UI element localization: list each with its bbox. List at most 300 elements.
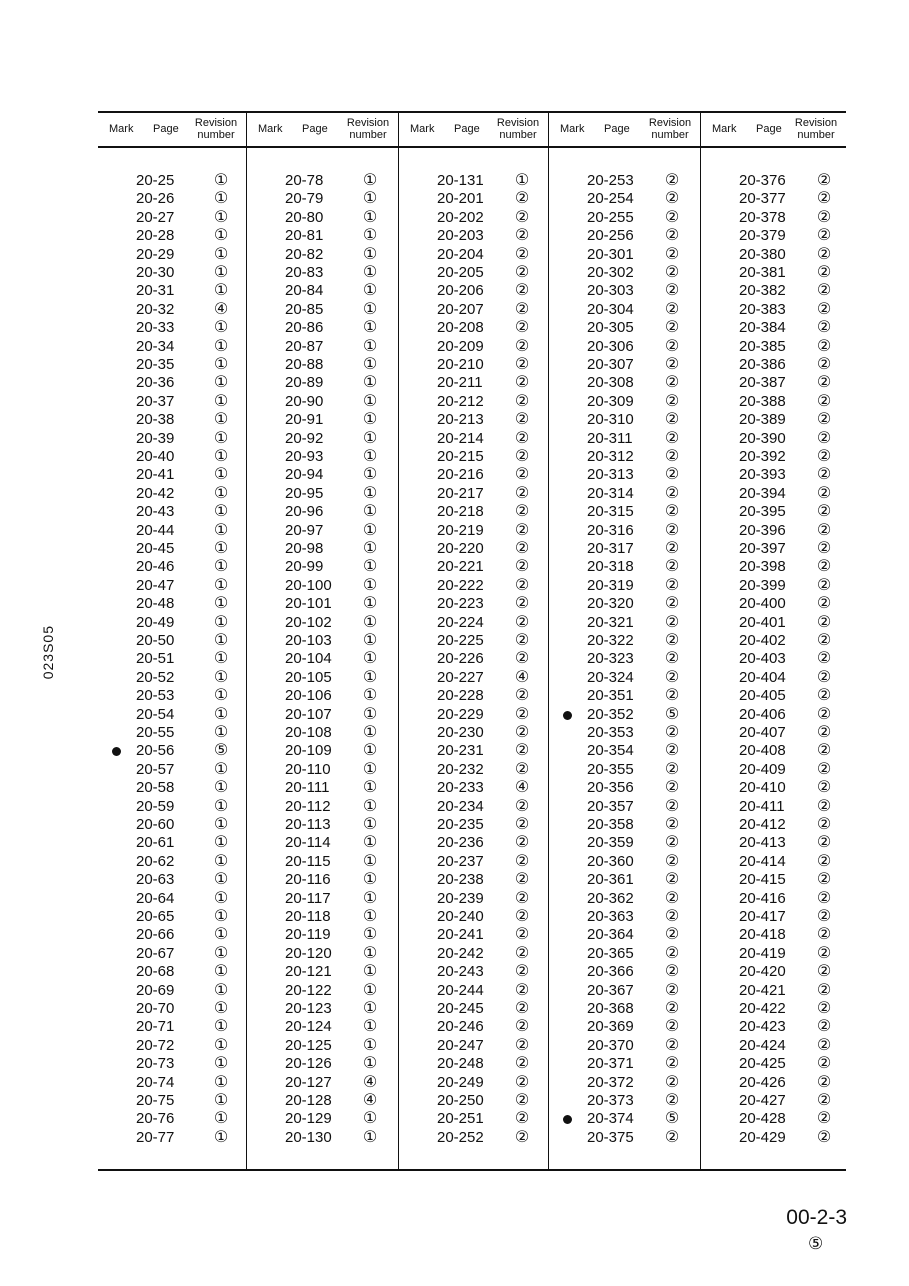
- table-row: [98, 522, 246, 540]
- page-cell: 20-73: [136, 1055, 175, 1073]
- header-mark: Mark: [560, 123, 585, 135]
- revision-cell: ①: [213, 208, 229, 226]
- page-cell: 20-95: [285, 484, 324, 502]
- revision-cell: ②: [816, 944, 832, 962]
- table-row: [247, 963, 398, 981]
- table-row: [98, 338, 246, 356]
- page-cell: 20-31: [136, 282, 175, 300]
- table-row: [399, 871, 548, 889]
- page-cell: 20-228: [437, 687, 484, 705]
- revision-cell: ②: [816, 337, 832, 355]
- table-row: [247, 1074, 398, 1092]
- page-cell: 20-323: [587, 650, 634, 668]
- revision-cell: ①: [362, 1036, 378, 1054]
- page-cell: 20-204: [437, 245, 484, 263]
- page-cell: 20-311: [587, 429, 633, 447]
- revision-cell: ①: [362, 429, 378, 447]
- revision-cell: ①: [362, 558, 378, 576]
- revision-cell: ②: [514, 1036, 530, 1054]
- revision-cell: ②: [664, 816, 680, 833]
- revision-cell: ②: [514, 576, 530, 594]
- table-row: [549, 1110, 700, 1128]
- page-cell: 20-36: [136, 374, 175, 392]
- page-cell: 20-99: [285, 558, 324, 576]
- revision-cell: ②: [514, 448, 530, 465]
- table-row: [247, 301, 398, 319]
- table-row: [98, 1092, 246, 1110]
- page-cell: 20-406: [739, 705, 786, 723]
- revision-cell: ②: [664, 392, 680, 410]
- page-cell: 20-324: [587, 668, 634, 686]
- table-row: [247, 816, 398, 834]
- table-row: [549, 669, 700, 687]
- revision-cell: ①: [362, 356, 378, 373]
- revision-cell: ②: [514, 742, 530, 760]
- page-cell: 20-107: [285, 705, 332, 723]
- table-row: [399, 227, 548, 245]
- revision-cell: ②: [664, 632, 680, 649]
- page-cell: 20-305: [587, 319, 634, 337]
- revision-cell: ②: [514, 319, 530, 337]
- page-cell: 20-418: [739, 926, 786, 944]
- revision-cell: ①: [362, 448, 378, 465]
- header-revision: [790, 117, 842, 141]
- table-row: [98, 190, 246, 208]
- page-cell: 20-421: [739, 981, 786, 999]
- revision-cell: ①: [362, 540, 378, 557]
- revision-cell: ①: [362, 466, 378, 484]
- table-row: [399, 466, 548, 484]
- page-cell: 20-205: [437, 264, 484, 281]
- table-row: [701, 614, 846, 632]
- table-row: [701, 503, 846, 521]
- page-cell: 20-405: [739, 687, 786, 705]
- table-row: [98, 779, 246, 797]
- page-cell: 20-59: [136, 797, 175, 815]
- page-cell: 20-87: [285, 337, 324, 355]
- page-cell: 20-37: [136, 392, 175, 410]
- table-row: [701, 209, 846, 227]
- page-cell: 20-120: [285, 944, 332, 962]
- page-cell: 20-359: [587, 834, 634, 852]
- revision-cell: ②: [664, 724, 680, 741]
- table-row: [701, 687, 846, 705]
- table-row: [98, 374, 246, 392]
- revision-cell: ②: [514, 926, 530, 944]
- table-row: [399, 779, 548, 797]
- table-row: [549, 632, 700, 650]
- table-row: [701, 558, 846, 576]
- revision-cell: ②: [816, 1110, 832, 1128]
- table-row: [701, 632, 846, 650]
- revision-cell: ②: [816, 613, 832, 631]
- page-cell: 20-45: [136, 540, 175, 557]
- table-row: [701, 1110, 846, 1128]
- revision-cell: ①: [362, 926, 378, 944]
- revision-cell: ②: [664, 319, 680, 337]
- revision-cell: ①: [362, 816, 378, 833]
- page-cell: 20-60: [136, 816, 175, 833]
- table-row: [701, 1037, 846, 1055]
- table-row: [549, 301, 700, 319]
- revision-cell: ②: [514, 760, 530, 778]
- revision-cell: ①: [213, 724, 229, 741]
- table-row: [549, 687, 700, 705]
- table-row: [247, 706, 398, 724]
- table-row: [549, 1129, 700, 1147]
- table-row: [399, 1055, 548, 1073]
- revision-cell: ②: [664, 1018, 680, 1036]
- page-cell: 20-252: [437, 1128, 484, 1146]
- page-cell: 20-398: [739, 558, 786, 576]
- table-row: [399, 301, 548, 319]
- table-row: [399, 172, 548, 190]
- page-cell: 20-307: [587, 356, 634, 373]
- header-revision-line2: number: [349, 129, 387, 141]
- page-cell: 20-419: [739, 944, 786, 962]
- table-row: [549, 945, 700, 963]
- table-row: [247, 522, 398, 540]
- table-row: [701, 669, 846, 687]
- header-revision-line1: Revision: [496, 117, 540, 129]
- page-cell: 20-245: [437, 1000, 484, 1017]
- table-row: [701, 522, 846, 540]
- revision-cell: ②: [514, 981, 530, 999]
- page-cell: 20-79: [285, 190, 324, 208]
- table-row: [701, 595, 846, 613]
- revision-cell: ①: [362, 852, 378, 870]
- page-cell: 20-83: [285, 264, 324, 281]
- page-cell: 20-357: [587, 797, 634, 815]
- revision-cell: ②: [816, 834, 832, 852]
- table-row: [98, 650, 246, 668]
- revision-cell: ②: [514, 908, 530, 925]
- page-cell: 20-313: [587, 466, 634, 484]
- table-row: [247, 1000, 398, 1018]
- page-cell: 20-119: [285, 926, 331, 944]
- table-row: [549, 724, 700, 742]
- table-row: [399, 1000, 548, 1018]
- revision-cell: ②: [664, 687, 680, 705]
- table-row: [549, 246, 700, 264]
- revision-cell: ①: [362, 1128, 378, 1146]
- page-cell: 20-254: [587, 190, 634, 208]
- revision-cell: ②: [514, 227, 530, 245]
- page-cell: 20-44: [136, 521, 175, 539]
- table-row: [549, 926, 700, 944]
- table-row: [247, 1092, 398, 1110]
- table-row: [399, 945, 548, 963]
- page-cell: 20-351: [587, 687, 634, 705]
- table-row: [98, 209, 246, 227]
- revision-cell: ①: [213, 908, 229, 925]
- revision-cell: ④: [362, 1073, 378, 1091]
- table-row: [549, 761, 700, 779]
- revision-cell: ①: [213, 411, 229, 429]
- revision-cell: ②: [664, 245, 680, 263]
- revision-cell: ①: [362, 650, 378, 668]
- page-cell: 20-367: [587, 981, 634, 999]
- table-row: [98, 246, 246, 264]
- table-row: [98, 908, 246, 926]
- revision-cell: ②: [816, 540, 832, 557]
- table-row: [247, 227, 398, 245]
- revision-cell: ②: [664, 448, 680, 465]
- page-cell: 20-33: [136, 319, 175, 337]
- table-row: [247, 614, 398, 632]
- revision-cell: ①: [213, 779, 229, 797]
- page-cell: 20-393: [739, 466, 786, 484]
- table-row: [701, 706, 846, 724]
- page-cell: 20-235: [437, 816, 484, 833]
- revision-cell: ②: [816, 448, 832, 465]
- page-cell: 20-210: [437, 356, 484, 373]
- table-row: [399, 485, 548, 503]
- revision-cell: ②: [514, 797, 530, 815]
- page-cell: 20-370: [587, 1036, 634, 1054]
- revision-cell: ②: [816, 356, 832, 373]
- revision-cell: ②: [816, 668, 832, 686]
- page-cell: 20-244: [437, 981, 484, 999]
- page-cell: 20-412: [739, 816, 786, 833]
- table-row: [399, 577, 548, 595]
- header-revision-line2: number: [651, 129, 689, 141]
- table-row: [701, 1074, 846, 1092]
- header-revision-line2: number: [499, 129, 537, 141]
- revision-cell: ②: [514, 540, 530, 557]
- table-row: [701, 963, 846, 981]
- table-row: [549, 577, 700, 595]
- revision-cell: ②: [664, 871, 680, 889]
- page-cell: 20-239: [437, 889, 484, 907]
- page-cell: 20-208: [437, 319, 484, 337]
- revision-cell: ②: [816, 871, 832, 889]
- page-cell: 20-114: [285, 834, 331, 852]
- revision-cell: ②: [664, 521, 680, 539]
- page-cell: 20-108: [285, 724, 332, 741]
- table-row: [247, 798, 398, 816]
- revision-cell: ①: [362, 687, 378, 705]
- table-row: [247, 945, 398, 963]
- page-cell: 20-417: [739, 908, 786, 925]
- revision-cell: ①: [213, 337, 229, 355]
- table-row: [98, 558, 246, 576]
- table-row: [247, 558, 398, 576]
- revision-cell: ①: [213, 484, 229, 502]
- table-row: [399, 246, 548, 264]
- page-cell: 20-375: [587, 1128, 634, 1146]
- page-cell: 20-97: [285, 521, 324, 539]
- revision-cell: ②: [664, 944, 680, 962]
- page-cell: 20-420: [739, 963, 786, 981]
- page-cell: 20-383: [739, 300, 786, 318]
- table-row: [399, 1037, 548, 1055]
- revision-cell: ②: [514, 963, 530, 981]
- revision-cell: ②: [514, 724, 530, 741]
- revision-cell: ②: [816, 595, 832, 613]
- revision-cell: ②: [514, 374, 530, 392]
- revision-cell: ②: [514, 245, 530, 263]
- revision-cell: ②: [816, 411, 832, 429]
- table-row: [549, 742, 700, 760]
- revision-cell: ②: [816, 724, 832, 741]
- revision-cell: ②: [664, 852, 680, 870]
- table-row: [701, 853, 846, 871]
- table-row: [549, 209, 700, 227]
- page-cell: 20-111: [285, 779, 330, 797]
- revision-cell: ②: [816, 466, 832, 484]
- page-cell: 20-100: [285, 576, 332, 594]
- revision-cell: ①: [213, 1092, 229, 1109]
- table-row: [701, 282, 846, 300]
- page-cell: 20-427: [739, 1092, 786, 1109]
- revision-cell: ②: [514, 1110, 530, 1128]
- table-row: [549, 319, 700, 337]
- table-row: [399, 558, 548, 576]
- revision-cell: ②: [816, 797, 832, 815]
- revision-cell: ②: [514, 264, 530, 281]
- page-cell: 20-67: [136, 944, 175, 962]
- table-row: [549, 816, 700, 834]
- revision-cell: ②: [514, 392, 530, 410]
- table-row: [247, 926, 398, 944]
- page-cell: 20-98: [285, 540, 324, 557]
- page-cell: 20-104: [285, 650, 332, 668]
- page-cell: 20-53: [136, 687, 175, 705]
- revision-cell: ②: [816, 889, 832, 907]
- revision-cell: ①: [362, 264, 378, 281]
- page-cell: 20-209: [437, 337, 484, 355]
- revision-cell: ①: [213, 1073, 229, 1091]
- page-cell: 20-27: [136, 208, 175, 226]
- page-cell: 20-377: [739, 190, 786, 208]
- revision-cell: ②: [816, 245, 832, 263]
- page-cell: 20-76: [136, 1110, 175, 1128]
- page-cell: 20-43: [136, 503, 175, 521]
- table-row: [549, 890, 700, 908]
- table-row: [98, 301, 246, 319]
- revision-cell: ②: [514, 613, 530, 631]
- revision-cell: ①: [213, 926, 229, 944]
- table-row: [701, 540, 846, 558]
- revision-cell: ①: [213, 521, 229, 539]
- revision-cell: ②: [514, 1055, 530, 1073]
- revision-cell: ①: [362, 1018, 378, 1036]
- revision-cell: ②: [514, 1128, 530, 1146]
- page-cell: 20-74: [136, 1073, 175, 1091]
- column-header: [549, 111, 700, 147]
- table-row: [549, 1037, 700, 1055]
- page-cell: 20-395: [739, 503, 786, 521]
- table-row: [549, 190, 700, 208]
- revision-cell: ①: [362, 521, 378, 539]
- table-row: [701, 374, 846, 392]
- revision-cell: ②: [664, 908, 680, 925]
- page-cell: 20-362: [587, 889, 634, 907]
- page-cell: 20-402: [739, 632, 786, 649]
- table-row: [98, 540, 246, 558]
- revision-cell: ①: [213, 319, 229, 337]
- table-row: [98, 1000, 246, 1018]
- page-cell: 20-52: [136, 668, 175, 686]
- table-row: [701, 430, 846, 448]
- page-cell: 20-424: [739, 1036, 786, 1054]
- page-cell: 20-116: [285, 871, 331, 889]
- page-cell: 20-62: [136, 852, 175, 870]
- table-row: [98, 945, 246, 963]
- revision-cell: ②: [816, 319, 832, 337]
- page-cell: 20-321: [587, 613, 634, 631]
- table-row: [98, 834, 246, 852]
- table-row: [701, 227, 846, 245]
- page-cell: 20-113: [285, 816, 331, 833]
- table-row: [399, 614, 548, 632]
- revision-cell: ②: [514, 429, 530, 447]
- page-cell: 20-78: [285, 172, 324, 189]
- revision-cell: ①: [213, 760, 229, 778]
- revision-cell: ①: [362, 208, 378, 226]
- revision-cell: ②: [664, 1055, 680, 1073]
- page-cell: 20-54: [136, 705, 175, 723]
- table-row: [701, 356, 846, 374]
- table-row: [549, 227, 700, 245]
- revision-cell: ②: [514, 834, 530, 852]
- header-page: Page: [302, 123, 328, 135]
- page-cell: 20-316: [587, 521, 634, 539]
- page-cell: 20-72: [136, 1036, 175, 1054]
- table-row: [701, 411, 846, 429]
- table-row: [98, 853, 246, 871]
- table-row: [399, 356, 548, 374]
- page-cell: 20-242: [437, 944, 484, 962]
- table-row: [549, 540, 700, 558]
- revision-cell: ②: [664, 484, 680, 502]
- revision-cell: ①: [362, 613, 378, 631]
- revision-cell: ②: [816, 282, 832, 300]
- page-cell: 20-219: [437, 521, 484, 539]
- revision-cell: ②: [816, 484, 832, 502]
- revision-cell: ②: [816, 1092, 832, 1109]
- page-cell: 20-56: [136, 742, 175, 760]
- revision-cell: ②: [816, 742, 832, 760]
- table-row: [247, 282, 398, 300]
- table-row: [247, 485, 398, 503]
- revision-cell: ①: [213, 816, 229, 833]
- page-cell: 20-227: [437, 668, 484, 686]
- revision-cell: ②: [816, 172, 832, 189]
- revision-cell: ②: [816, 1000, 832, 1017]
- revision-cell: ②: [664, 1073, 680, 1091]
- page-number: 00-2-3: [786, 1206, 847, 1229]
- revision-cell: ①: [362, 1055, 378, 1073]
- revision-cell: ①: [213, 668, 229, 686]
- page-cell: 20-86: [285, 319, 324, 337]
- revision-cell: ②: [664, 1128, 680, 1146]
- revision-cell: ②: [816, 816, 832, 833]
- page-cell: 20-365: [587, 944, 634, 962]
- table-row: [98, 411, 246, 429]
- table-row: [549, 963, 700, 981]
- page-cell: 20-64: [136, 889, 175, 907]
- table-column: [247, 111, 398, 1171]
- header-revision-line1: Revision: [648, 117, 692, 129]
- table-row: [399, 448, 548, 466]
- table-row: [247, 338, 398, 356]
- table-row: [399, 816, 548, 834]
- header-page: Page: [604, 123, 630, 135]
- table-row: [549, 356, 700, 374]
- table-row: [701, 1092, 846, 1110]
